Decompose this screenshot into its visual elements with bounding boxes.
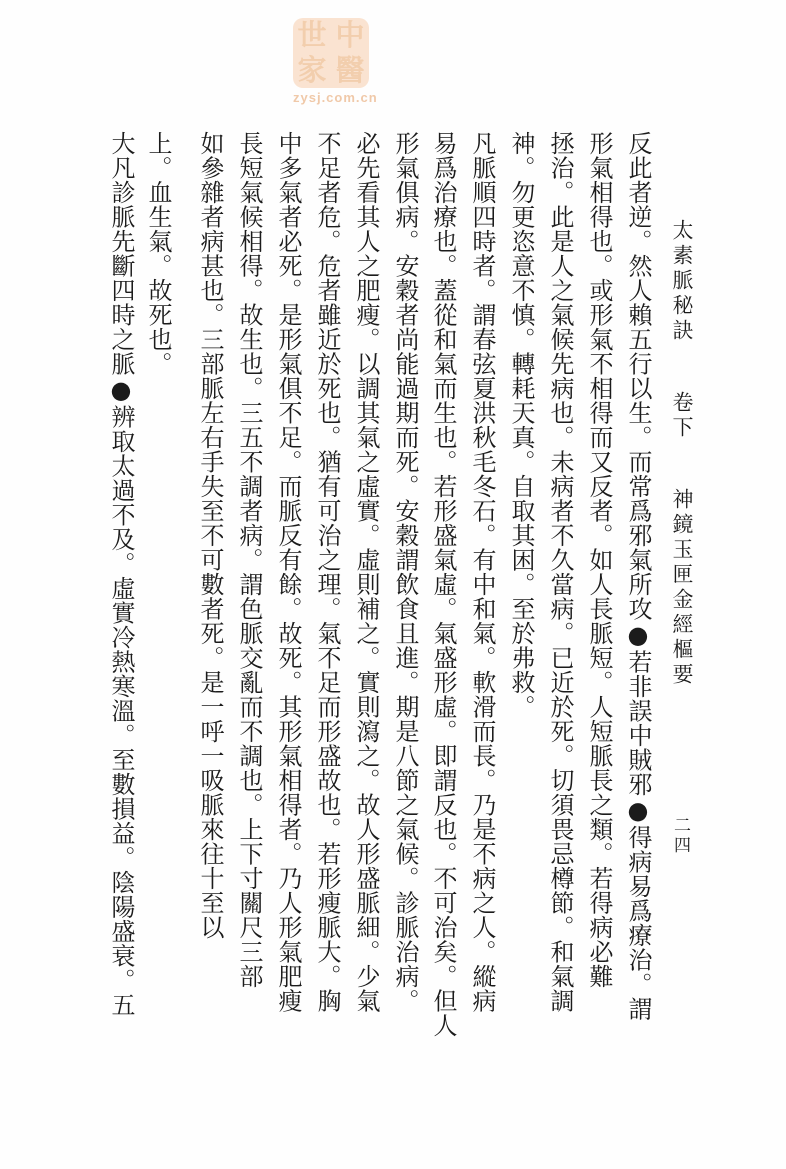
page-number: 二四 xyxy=(670,816,690,856)
text-column-13: 上。血生氣。故死也。 xyxy=(144,131,172,376)
book-title-column xyxy=(667,219,697,1139)
text-column-5: 凡脈順四時者。謂春弦夏洪秋毛冬石。有中和氣。軟滑而長。乃是不病之人。縱病 xyxy=(468,131,496,1013)
seal-char-bottom-left: 家 xyxy=(297,53,327,87)
seal-char-bottom-right: 醫 xyxy=(335,53,365,87)
text-column-10: 中多氣者必死。是形氣俱不足。而脈反有餘。故死。其形氣相得者。乃人形氣肥瘦 xyxy=(274,131,302,1013)
seal-char-top-left: 世 xyxy=(297,18,327,52)
chapter-title: 神鏡玉匣金經樞要 xyxy=(670,488,694,688)
text-column-11: 長短氣候相得。故生也。三五不調者病。謂色脈交亂而不調也。上下寸關尺三部 xyxy=(235,131,263,989)
text-column-1: 反此者逆。然人賴五行以生。而常爲邪氣所攻●若非誤中賊邪●得病易爲療治。謂 xyxy=(624,131,652,1021)
seal-char-top-right: 中 xyxy=(335,18,365,52)
text-column-7: 形氣俱病。安穀者尚能過期而死。安穀謂飲食且進。期是八節之氣候。診脈治病。 xyxy=(391,131,419,1013)
text-column-6: 易爲治療也。蓋從和氣而生也。若形盛氣虛。氣盛形虛。即謂反也。不可治矣。但人 xyxy=(429,131,457,1038)
book-title: 太素脈秘訣 xyxy=(670,219,694,344)
text-column-2: 形氣相得也。或形氣不相得而又反者。如人長脈短。人短脈長之類。若得病必難 xyxy=(585,131,613,989)
text-column-8: 必先看其人之肥瘦。以調其氣之虛實。虛則補之。實則瀉之。故人形盛脈細。少氣 xyxy=(352,131,380,1013)
watermark-seal xyxy=(293,18,369,88)
text-column-3: 拯治。此是人之氣候先病也。未病者不久當病。已近於死。切須畏忌樽節。和氣調 xyxy=(546,131,574,1013)
watermark xyxy=(293,18,378,105)
text-column-12: 如參雜者病甚也。三部脈左右手失至不可數者死。是一呼一吸脈來往十至以 xyxy=(196,131,224,940)
text-column-9: 不足者危。危者雖近於死也。猶有可治之理。氣不足而形盛故也。若形瘦脈大。胸 xyxy=(313,131,341,1013)
text-column-14: 大凡診脈先斷四時之脈●辨取太過不及。虛實冷熱寒溫。至數損益。陰陽盛衰。五 xyxy=(107,131,135,1017)
text-column-4: 神。勿更恣意不慎。轉耗天真。自取其困。至於弗救。 xyxy=(507,131,535,719)
volume-label: 卷下 xyxy=(670,391,694,441)
watermark-url: zysj.com.cn xyxy=(293,90,378,105)
